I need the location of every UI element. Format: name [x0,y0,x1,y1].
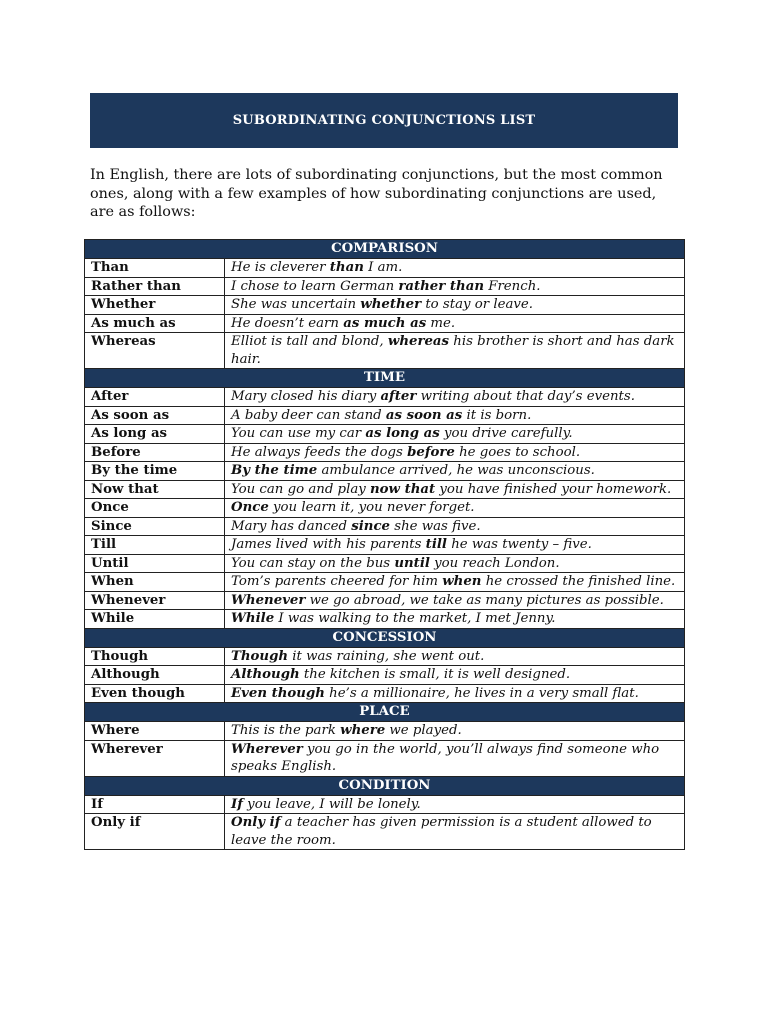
table-row [85,333,685,369]
example-sentence [225,296,685,315]
conjunction-term: Whenever [85,591,225,610]
highlighted-conjunction: Once [231,500,269,515]
section-heading: TIME [85,369,685,388]
conjunction-term: Only if [85,814,225,850]
example-text: She was uncertain [231,297,361,312]
conjunction-term: After [85,388,225,407]
conjunction-term: Although [85,666,225,685]
table-row [85,591,685,610]
table-row [85,666,685,685]
example-text: Elliot is tall and blond, [231,334,388,349]
table-row [85,443,685,462]
highlighted-conjunction: where [340,723,386,738]
example-text: James lived with his parents [231,537,426,552]
table-row [85,499,685,518]
example-sentence [225,795,685,814]
example-text: You can go and play [231,481,370,497]
highlighted-conjunction: whether [360,297,422,312]
table-row [85,647,685,666]
conjunction-term: As much as [85,314,225,333]
table-row [85,573,685,592]
example-text: we played. [385,723,462,738]
conjunction-term: Wherever [85,740,225,776]
highlighted-conjunction: By the time [231,463,318,478]
example-sentence [225,388,685,407]
example-text: He is cleverer [231,260,330,275]
example-text: French. [484,278,541,294]
example-text: his brother is short and has dark hair. [231,334,675,367]
table-row [85,277,685,296]
table-row [85,684,685,703]
section-heading: CONCESSION [85,628,685,647]
section-heading: PLACE [85,703,685,722]
table-row [85,554,685,573]
example-sentence [225,536,685,555]
table-row [85,314,685,333]
example-sentence [225,259,685,278]
highlighted-conjunction: now that [370,481,436,497]
example-text: you reach London. [429,555,560,571]
example-text: it is born. [462,407,532,423]
section-header-row [85,776,685,795]
highlighted-conjunction: as much as [343,315,427,331]
highlighted-conjunction: before [407,444,455,460]
highlighted-conjunction: than [329,260,364,275]
table-row [85,259,685,278]
title-banner [90,93,678,148]
highlighted-conjunction: as long as [365,426,440,441]
table-row [85,814,685,850]
conjunction-term: If [85,795,225,814]
highlighted-conjunction: Even though [231,685,325,701]
conjunction-term: Until [85,554,225,573]
table-row [85,795,685,814]
example-sentence [225,647,685,666]
section-header-row [85,628,685,647]
example-sentence [225,591,685,610]
example-text: he crossed the finished line. [481,574,676,589]
conjunction-term: Whether [85,296,225,315]
table-row [85,722,685,741]
section-heading: COMPARISON [85,240,685,259]
example-text: writing about that day’s events. [416,389,635,404]
example-sentence [225,333,685,369]
example-sentence [225,814,685,850]
example-text: I chose to learn German [231,278,399,294]
conjunction-term: As long as [85,425,225,444]
conjunction-term: Before [85,443,225,462]
example-sentence [225,554,685,573]
example-text: I am. [363,260,403,275]
highlighted-conjunction: Though [231,648,289,664]
conjunction-term: Whereas [85,333,225,369]
example-sentence [225,480,685,499]
table-row [85,610,685,629]
conjunctions-table [84,239,685,850]
conjunction-term: Since [85,517,225,536]
example-text: she was five. [390,518,481,534]
example-text: He doesn’t earn [231,315,344,331]
highlighted-conjunction: If [231,796,243,812]
example-text: you go in the world, you’ll always find someone who speaks English. [231,741,660,774]
example-text: he was twenty – five. [446,537,592,552]
conjunction-term: Where [85,722,225,741]
conjunction-term: Though [85,647,225,666]
example-sentence [225,462,685,481]
example-sentence [225,666,685,685]
table-row [85,480,685,499]
example-sentence [225,740,685,776]
example-sentence [225,277,685,296]
table-row [85,296,685,315]
conjunction-term: As soon as [85,406,225,425]
example-sentence [225,517,685,536]
highlighted-conjunction: While [231,611,275,626]
conjunction-term: Now that [85,480,225,499]
example-text: Mary closed his diary [231,389,381,404]
highlighted-conjunction: till [425,537,447,552]
table-row [85,462,685,481]
example-text: you drive carefully. [439,426,573,441]
example-sentence [225,610,685,629]
example-text: it was raining, she went out. [288,648,485,664]
highlighted-conjunction: when [442,574,482,589]
example-sentence [225,443,685,462]
intro-paragraph: In English, there are lots of subordinating conjunctions, but the most common ones, along with a few examples of how subordinating conjunctions are used, are as follows: [90,167,663,220]
highlighted-conjunction: since [351,518,391,534]
highlighted-conjunction: Wherever [231,741,303,757]
highlighted-conjunction: Although [231,667,300,682]
example-sentence [225,314,685,333]
highlighted-conjunction: Whenever [231,592,306,608]
conjunction-term: While [85,610,225,629]
table-row [85,425,685,444]
example-sentence [225,406,685,425]
example-text: You can use my car [231,426,366,441]
example-text: you learn it, you never forget. [268,500,475,515]
highlighted-conjunction: Only if [231,815,281,830]
example-sentence [225,722,685,741]
highlighted-conjunction: whereas [387,334,450,349]
example-text: Tom’s parents cheered for him [231,574,443,589]
highlighted-conjunction: as soon as [385,407,463,423]
example-text: he’s a millionaire, he lives in a very small flat. [324,685,639,701]
conjunction-term: Rather than [85,277,225,296]
conjunction-term: Even though [85,684,225,703]
highlighted-conjunction: after [380,389,417,404]
highlighted-conjunction: until [394,555,430,571]
example-text: This is the park [231,723,341,738]
section-header-row [85,703,685,722]
section-heading: CONDITION [85,776,685,795]
conjunction-term: Once [85,499,225,518]
conjunction-term: Than [85,259,225,278]
table-row [85,406,685,425]
example-sentence [225,573,685,592]
example-text: I was walking to the market, I met Jenny. [274,611,556,626]
example-text: he goes to school. [454,444,581,460]
example-sentence [225,499,685,518]
example-text: you leave, I will be lonely. [242,796,421,812]
highlighted-conjunction: rather than [398,278,484,294]
table-row [85,740,685,776]
example-text: a teacher has given permission is a student allowed to leave the room. [231,815,652,848]
section-header-row [85,240,685,259]
table-row [85,517,685,536]
example-text: You can stay on the bus [231,555,395,571]
conjunction-term: Till [85,536,225,555]
example-text: the kitchen is small, it is well designed. [299,667,571,682]
example-text: He always feeds the dogs [231,444,408,460]
table-row [85,536,685,555]
example-text: you have finished your homework. [435,481,672,497]
section-header-row [85,369,685,388]
example-text: to stay or leave. [421,297,533,312]
page-title: SUBORDINATING CONJUNCTIONS LIST [232,113,536,128]
example-text: ambulance arrived, he was unconscious. [317,463,595,478]
example-text: Mary has danced [231,518,352,534]
example-sentence [225,425,685,444]
conjunction-term: By the time [85,462,225,481]
example-text: me. [426,315,456,331]
conjunction-term: When [85,573,225,592]
table-row [85,388,685,407]
example-text: we go abroad, we take as many pictures as possible. [305,592,664,608]
example-sentence [225,684,685,703]
example-text: A baby deer can stand [231,407,386,423]
